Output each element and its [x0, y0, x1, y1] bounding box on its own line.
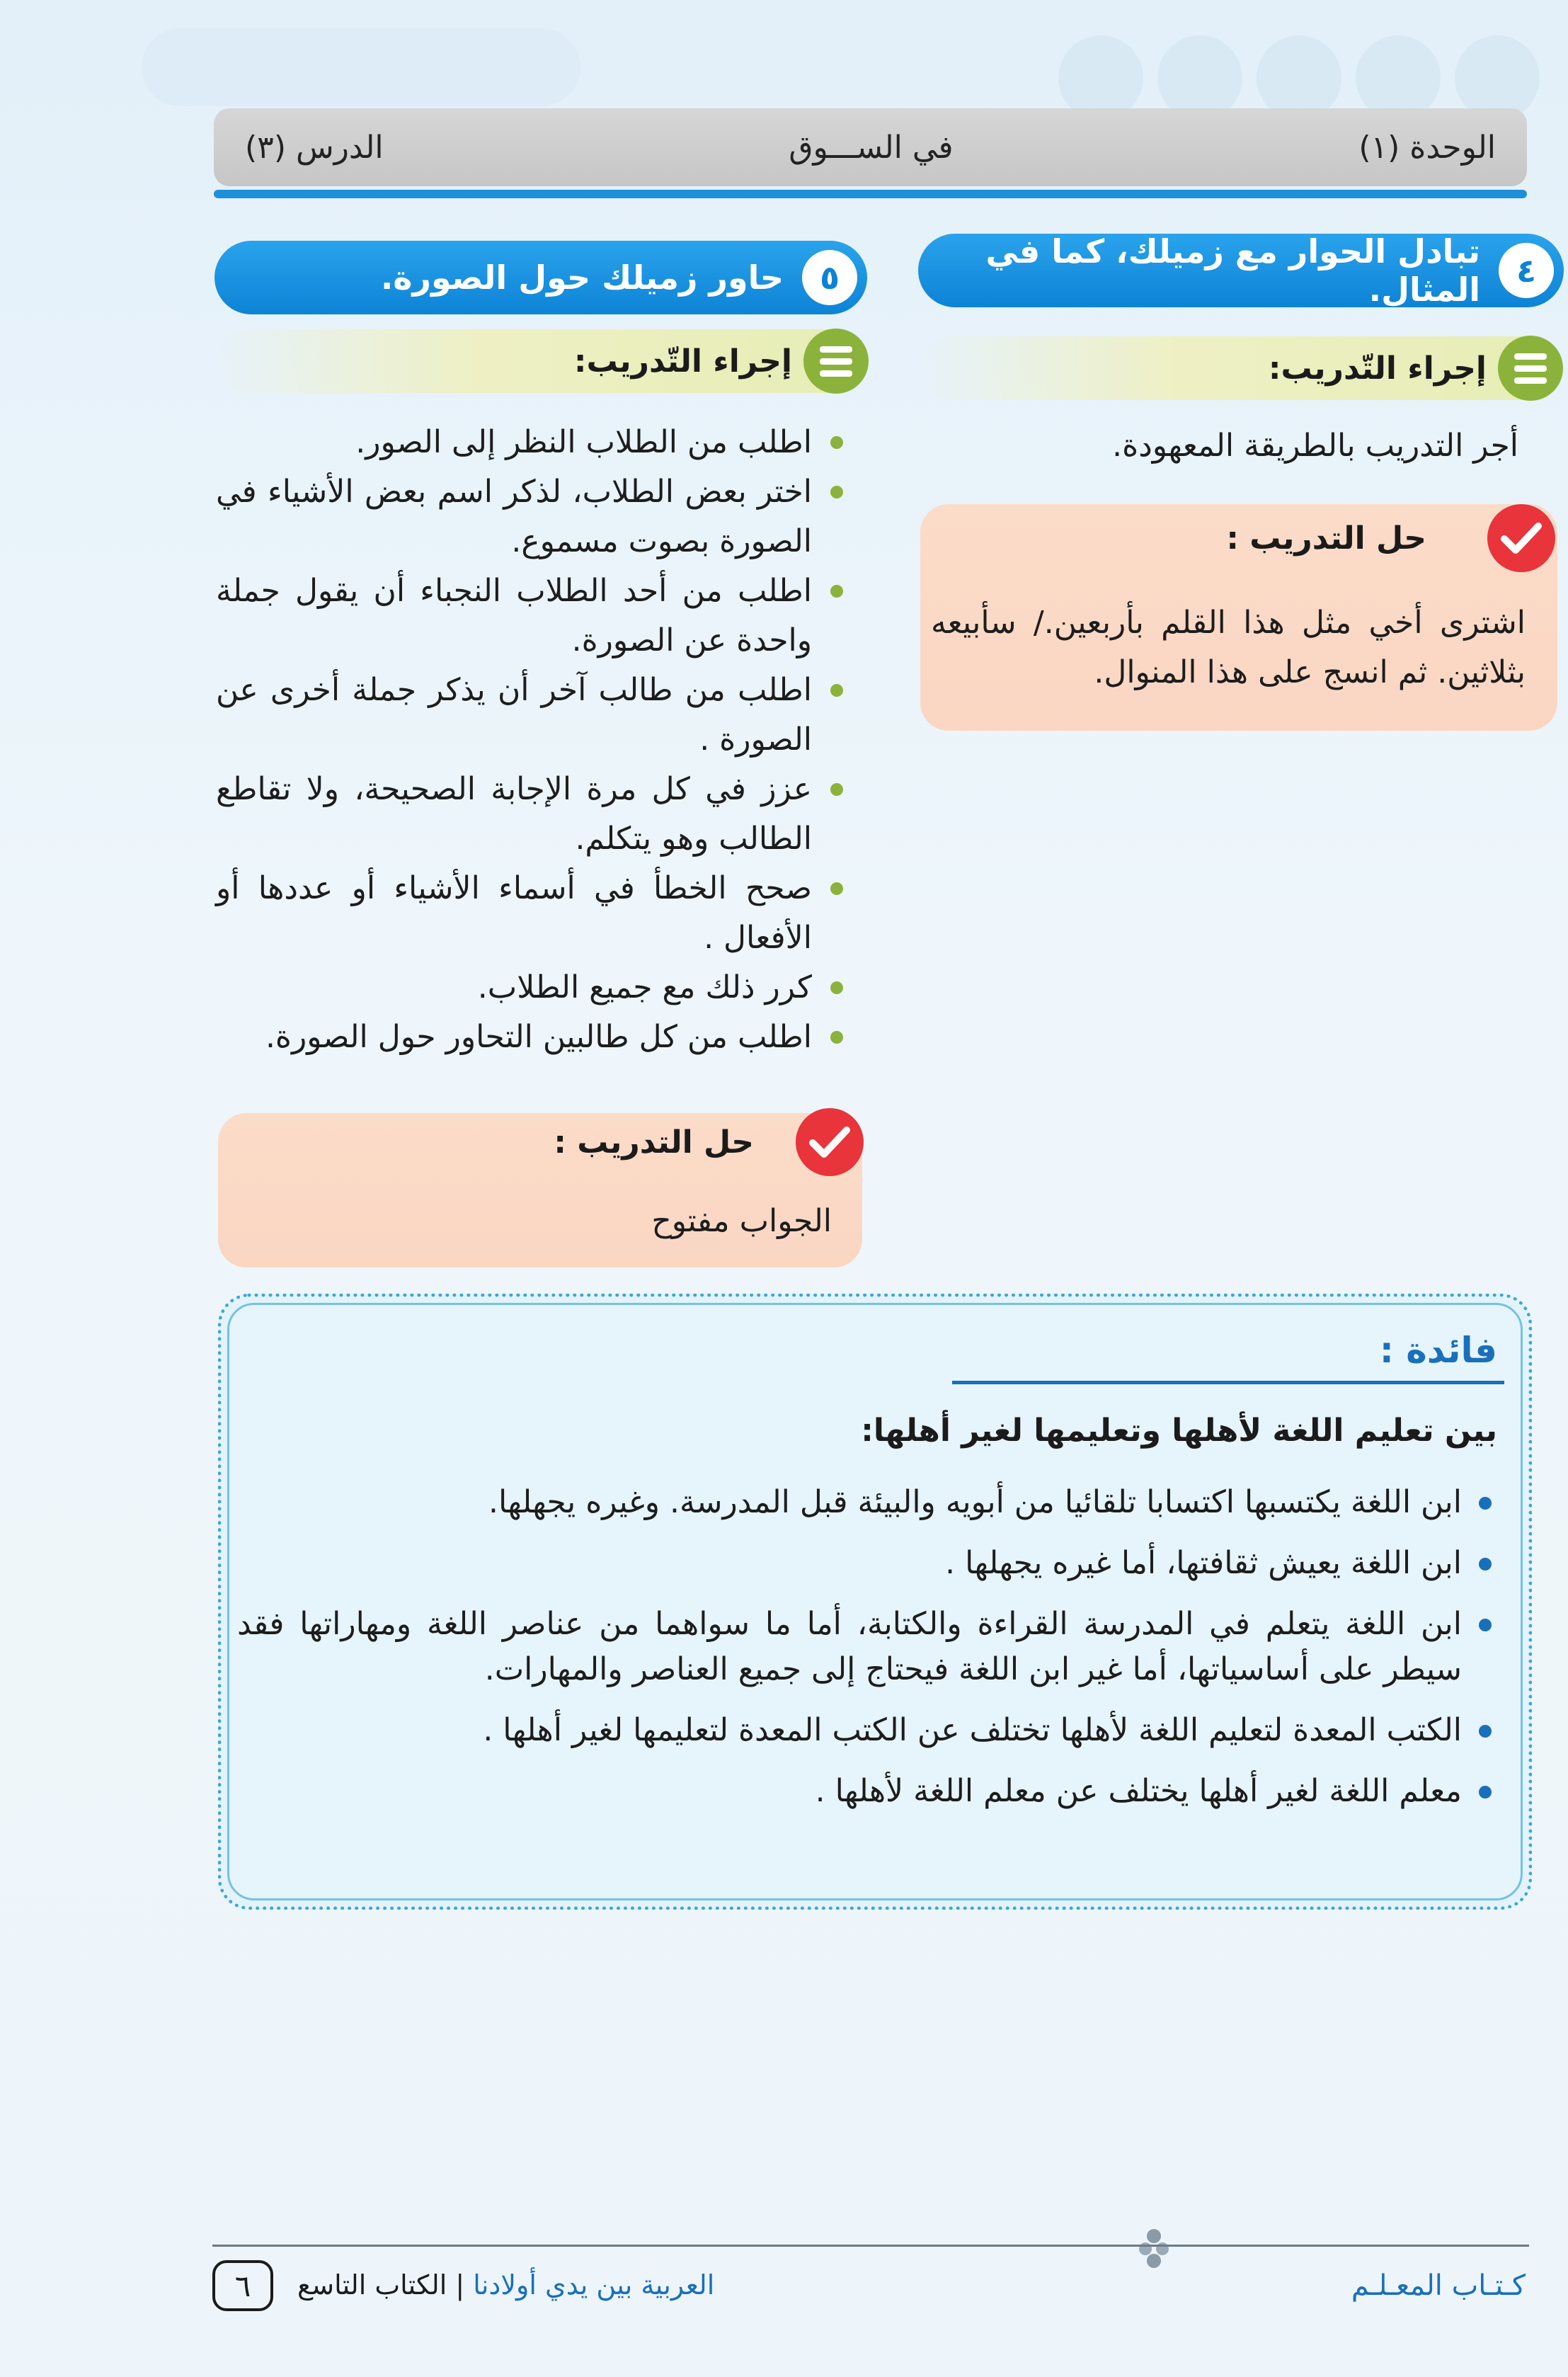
list-item: ابن اللغة يتعلم في المدرسة القراءة والكتابة، أما ما سواهما من عناصر اللغة ومهاراتها فقد سيطر على أساسياتها، أما غير ابن اللغة فيحتاج إلى جميع العناصر والمهارات.	[237, 1602, 1497, 1692]
exercise-5-procedure-title: إجراء التّدريب:	[573, 343, 792, 380]
checkmark-icon	[1487, 504, 1555, 572]
list-item: اطلب من كل طالبين التحاور حول الصورة.	[216, 1013, 853, 1062]
list-item: معلم اللغة لغير أهلها يختلف عن معلم اللغة لأهلها .	[237, 1769, 1497, 1814]
book-series	[297, 2269, 714, 2301]
list-item: ابن اللغة يكتسبها اكتسابا تلقائيا من أبويه والبيئة قبل المدرسة. وغيره يجهلها.	[237, 1480, 1497, 1525]
list-item: اختر بعض الطلاب، لذكر اسم بعض الأشياء في الصورة بصوت مسموع.	[216, 467, 853, 566]
lesson-header	[214, 108, 1527, 186]
exercise-5-title-text: حاور زميلك حول الصورة.	[380, 258, 784, 297]
exercise-4-procedure-title: إجراء التّدريب:	[1268, 350, 1487, 387]
list-icon	[803, 329, 869, 394]
lesson-title: في الســـوق	[789, 129, 954, 166]
ornament-icon	[1133, 2222, 1175, 2271]
list-icon	[1498, 336, 1563, 401]
exercise-5-procedure-strip	[216, 329, 863, 393]
header-divider	[214, 190, 1527, 198]
checkmark-icon	[796, 1108, 864, 1176]
lesson-number: الدرس (٣)	[245, 129, 384, 166]
exercise-5-title	[214, 241, 867, 314]
note-points	[237, 1480, 1497, 1830]
list-item: اطلب من أحد الطلاب النجباء أن يقول جملة واحدة عن الصورة.	[216, 566, 853, 666]
list-item: صحح الخطأ في أسماء الأشياء أو عددها أو الأفعال .	[216, 864, 853, 963]
list-item: اطلب من طالب آخر أن يذكر جملة أخرى عن الصورة .	[216, 666, 853, 765]
list-item: اطلب من الطلاب النظر إلى الصور.	[216, 418, 853, 467]
series-name: العربية بين يدي أولادنا	[473, 2269, 715, 2301]
exercise-5-solution-text: الجواب مفتوح	[651, 1203, 832, 1239]
exercise-4-solution-text: اشترى أخي مثل هذا القلم بأربعين./ سأبيعه بثلاثين. ثم انسج على هذا المنوال.	[931, 605, 1526, 690]
note-title: فائدة :	[1379, 1330, 1497, 1371]
list-item: كرر ذلك مع جميع الطلاب.	[216, 963, 853, 1013]
exercise-5-solution-title: حل التدريب :	[554, 1124, 754, 1161]
exercise-4-procedure-strip	[920, 336, 1557, 400]
grade-label: الكتاب التاسع	[297, 2269, 447, 2301]
exercise-4-number: ٤	[1499, 243, 1554, 298]
note-heading: بين تعليم اللغة لأهلها وتعليمها لغير أهلها:	[861, 1413, 1497, 1449]
footer-separator: |	[455, 2269, 465, 2301]
footer-divider	[212, 2245, 1529, 2247]
unit-label: الوحدة (١)	[1358, 129, 1496, 166]
note-title-underline	[952, 1381, 1504, 1384]
exercise-5-number: ٥	[802, 250, 857, 305]
list-item: الكتب المعدة لتعليم اللغة لأهلها تختلف عن الكتب المعدة لتعليمها لغير أهلها .	[237, 1708, 1497, 1753]
exercise-5-steps	[216, 418, 853, 1062]
teacher-book-label: كـتـاب المعـلـم	[1351, 2269, 1526, 2302]
decorative-bubbles	[832, 28, 1540, 120]
exercise-4-title	[918, 234, 1564, 307]
list-item: عزز في كل مرة الإجابة الصحيحة، ولا تقاطع الطالب وهو يتكلم.	[216, 765, 853, 864]
page-number: ٦	[212, 2260, 273, 2311]
exercise-4-procedure-text: أجر التدريب بالطريقة المعهودة.	[1112, 428, 1518, 464]
list-item: ابن اللغة يعيش ثقافتها، أما غيره يجهلها .	[237, 1541, 1497, 1586]
exercise-4-solution-title: حل التدريب :	[1226, 520, 1426, 557]
exercise-4-title-text: تبادل الحوار مع زميلك، كما في المثال.	[985, 232, 1480, 309]
decorative-banner	[142, 28, 580, 106]
